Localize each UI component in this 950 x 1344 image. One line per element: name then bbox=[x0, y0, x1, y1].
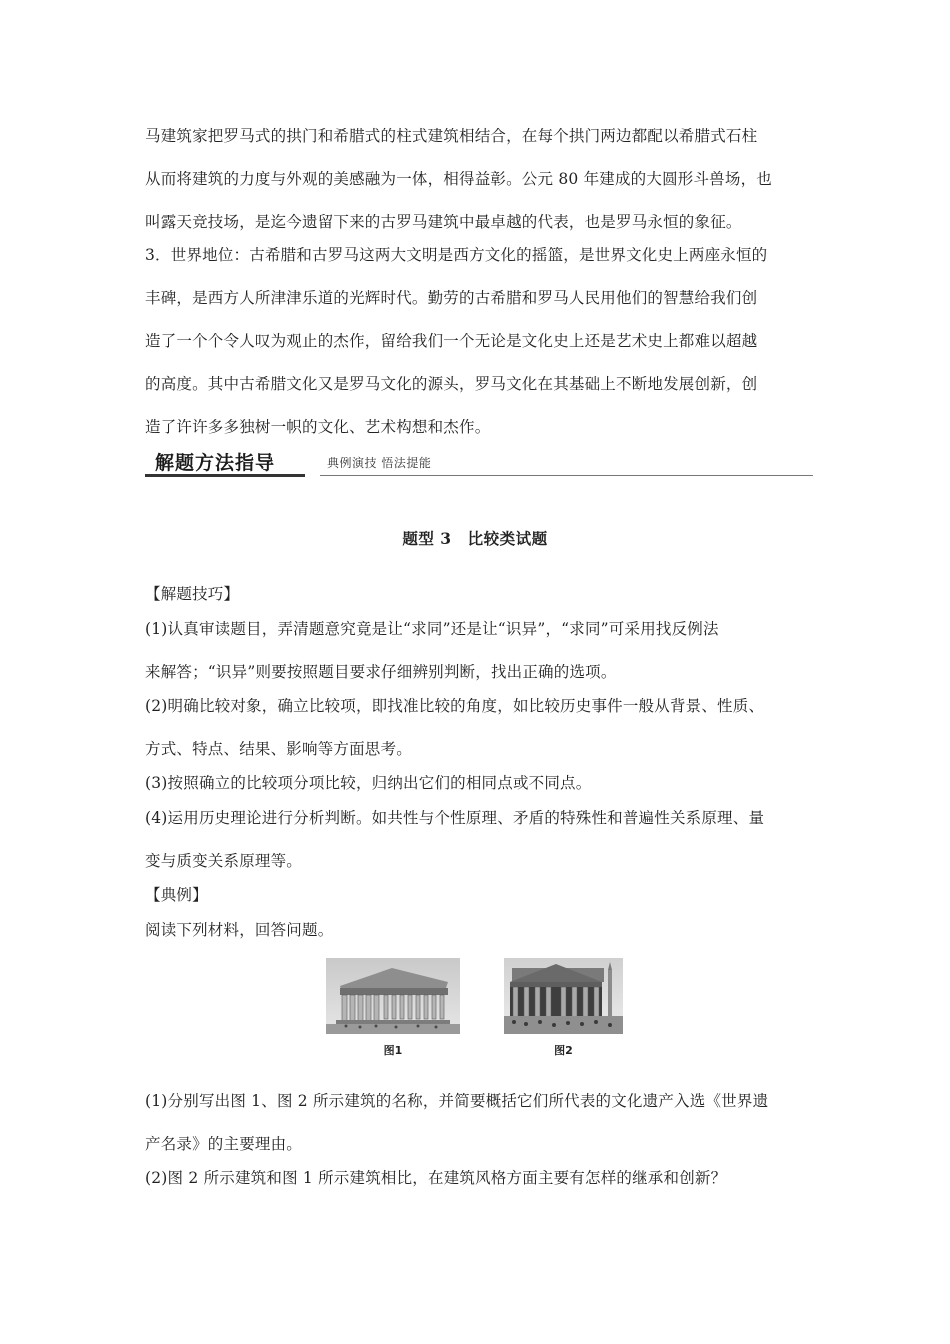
paragraph-line: 阅读下列材料，回答问题。 bbox=[145, 921, 334, 939]
figure-1-caption: 图1 bbox=[383, 1044, 403, 1057]
paragraph-line: 从而将建筑的力度与外观的美感融为一体，相得益彰。公元 80 年建成的大圆形斗兽场，也 bbox=[145, 170, 772, 188]
paragraph-line: 丰碑，是西方人所津津乐道的光辉时代。勤劳的古希腊和罗马人民用他们的智慧给我们创 bbox=[145, 289, 758, 307]
figure-2-caption: 图2 bbox=[554, 1044, 573, 1057]
parthenon-image bbox=[326, 958, 460, 1034]
paragraph-line: (3)按照确立的比较项分项比较，归纳出它们的相同点或不同点。 bbox=[145, 774, 592, 792]
paragraph-line: 造了一个个令人叹为观止的杰作，留给我们一个无论是文化史上还是艺术史上都难以超越 bbox=[145, 332, 758, 350]
question-line: (2)图 2 所示建筑和图 1 所示建筑相比，在建筑风格方面主要有怎样的继承和创新？ bbox=[145, 1169, 727, 1187]
paragraph-line: 马建筑家把罗马式的拱门和希腊式的柱式建筑相结合，在每个拱门两边都配以希腊式石柱 bbox=[145, 127, 758, 145]
paragraph-line: 的高度。其中古希腊文化又是罗马文化的源头，罗马文化在其基础上不断地发展创新，创 bbox=[145, 375, 758, 393]
paragraph-line: 造了许许多多独树一帜的文化、艺术构想和杰作。 bbox=[145, 418, 491, 436]
paragraph-line: 叫露天竞技场，是迄今遗留下来的古罗马建筑中最卓越的代表，也是罗马永恒的象征。 bbox=[145, 213, 742, 231]
section-banner bbox=[145, 448, 813, 478]
question-type-heading: 题型 3 比较类试题 bbox=[402, 529, 548, 548]
question-line: (1)分别写出图 1、图 2 所示建筑的名称，并简要概括它们所代表的文化遗产入选《世界遗 bbox=[145, 1092, 769, 1110]
paragraph-line: 来解答；“识异”则要按照题目要求仔细辨别判断，找出正确的选项。 bbox=[145, 663, 617, 681]
paragraph-line: (1)认真审读题目，弄清题意究竟是让“求同”还是让“识异”，“求同”可采用找反例法 bbox=[145, 620, 719, 638]
pantheon-image bbox=[504, 958, 623, 1034]
banner-title: 解题方法指导 bbox=[155, 452, 276, 474]
paragraph-line: 方式、特点、结果、影响等方面思考。 bbox=[145, 740, 412, 758]
paragraph-line: (4)运用历史理论进行分析判断。如共性与个性原理、矛盾的特殊性和普遍性关系原理、量 bbox=[145, 809, 765, 827]
banner-subtitle: 典例演技 悟法提能 bbox=[327, 456, 432, 470]
paragraph-line: (2)明确比较对象，确立比较项，即找准比较的角度，如比较历史事件一般从背景、性质、 bbox=[145, 697, 765, 715]
example-label: 【典例】 bbox=[145, 886, 208, 904]
tips-label: 【解题技巧】 bbox=[145, 585, 240, 603]
banner-divider-thin bbox=[320, 475, 813, 476]
question-line: 产名录》的主要理由。 bbox=[145, 1135, 303, 1153]
paragraph-line: 变与质变关系原理等。 bbox=[145, 852, 303, 870]
paragraph-line: 3．世界地位：古希腊和古罗马这两大文明是西方文化的摇篮，是世界文化史上两座永恒的 bbox=[145, 246, 768, 264]
banner-divider-thick bbox=[145, 474, 305, 477]
